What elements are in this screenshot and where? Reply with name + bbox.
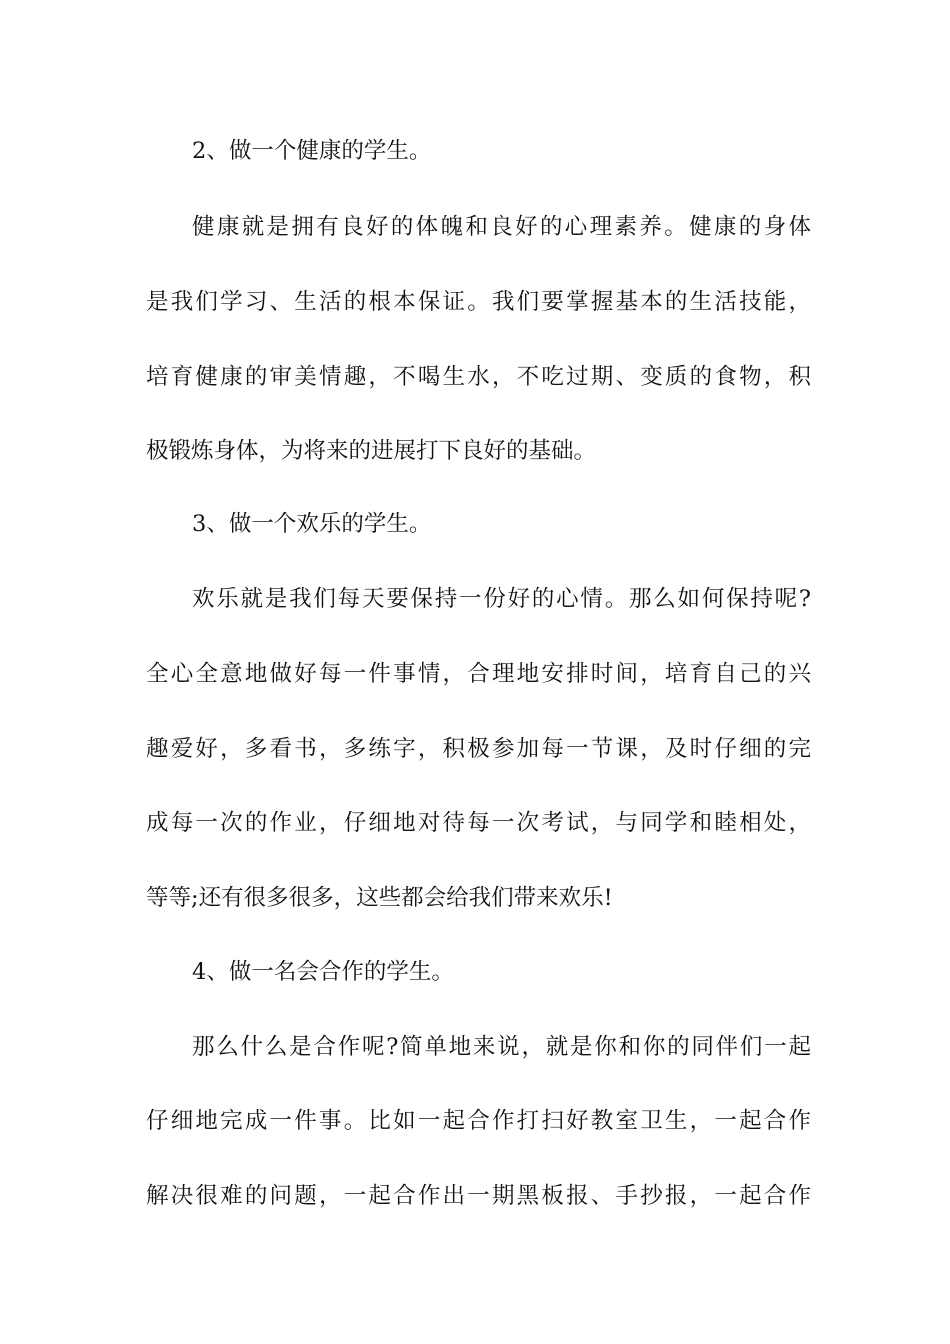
paragraph-line: 趣爱好，多看书，多练字，积极参加每一节课，及时仔细的完 <box>146 736 811 762</box>
paragraph-line: 极锻炼身体，为将来的进展打下良好的基础。 <box>146 438 597 464</box>
paragraph-line: 是我们学习、生活的根本保证。我们要掌握基本的生活技能， <box>146 289 811 315</box>
section-heading-2: 2、做一个健康的学生。 <box>192 138 432 164</box>
paragraph-line: 成每一次的作业，仔细地对待每一次考试，与同学和睦相处， <box>146 810 811 836</box>
paragraph-line: 仔细地完成一件事。比如一起合作打扫好教室卫生，一起合作 <box>146 1108 811 1134</box>
paragraph-line: 等等;还有很多很多，这些都会给我们带来欢乐! <box>146 885 613 911</box>
section-heading-4: 4、做一名会合作的学生。 <box>192 959 454 985</box>
section-heading-3: 3、做一个欢乐的学生。 <box>192 511 432 537</box>
paragraph-line: 欢乐就是我们每天要保持一份好的心情。那么如何保持呢? <box>192 586 811 612</box>
paragraph-line: 解决很难的问题，一起合作出一期黑板报、手抄报，一起合作 <box>146 1183 811 1209</box>
paragraph-line: 全心全意地做好每一件事情，合理地安排时间，培育自己的兴 <box>146 661 811 687</box>
paragraph-line: 培育健康的审美情趣，不喝生水，不吃过期、变质的食物，积 <box>146 364 811 390</box>
paragraph-line: 那么什么是合作呢?简单地来说，就是你和你的同伴们一起 <box>192 1034 811 1060</box>
paragraph-line: 健康就是拥有良好的体魄和良好的心理素养。健康的身体 <box>192 214 811 240</box>
